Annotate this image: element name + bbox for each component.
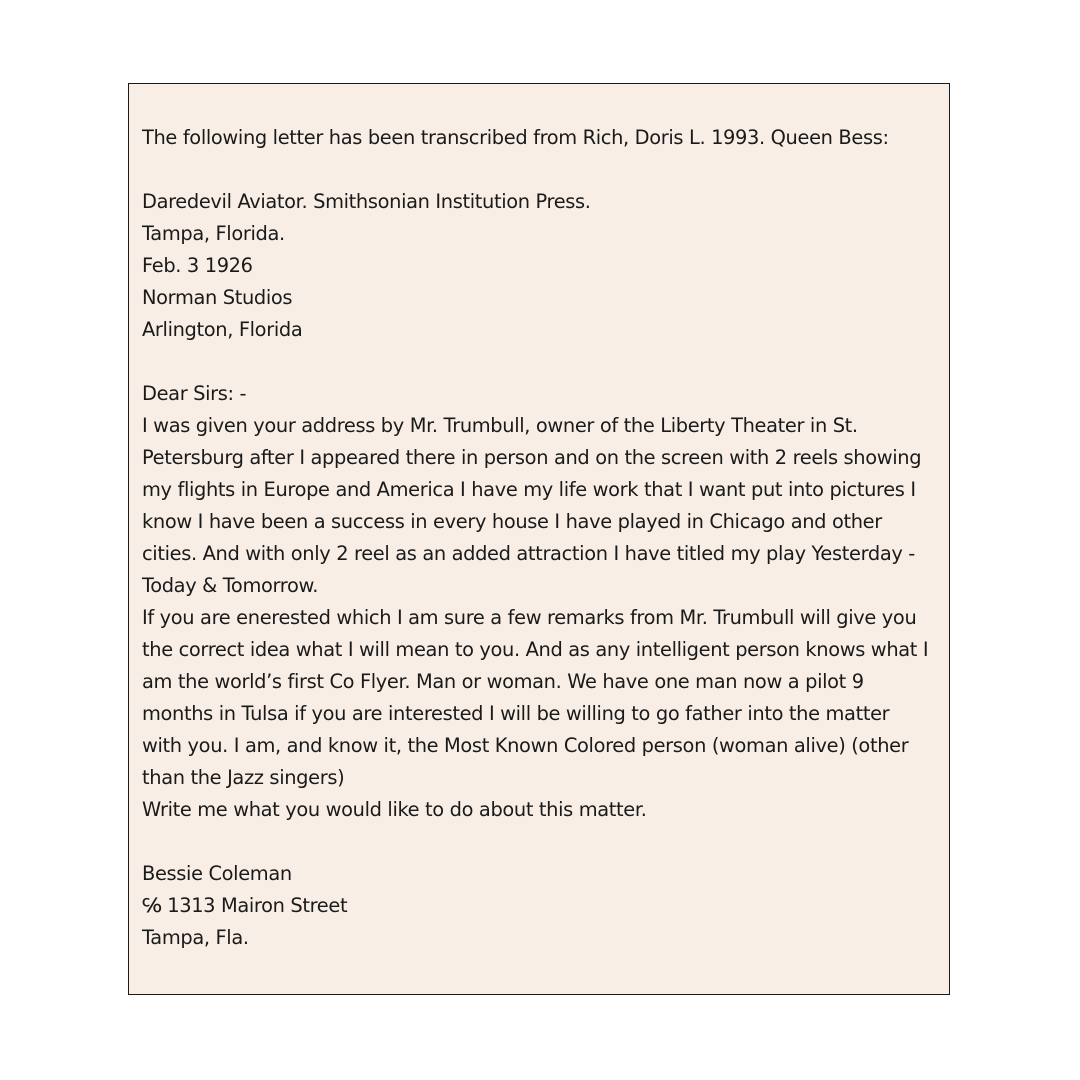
spacer — [142, 826, 939, 858]
spacer — [142, 154, 939, 186]
body-line: am the world’s first Co Flyer. Man or woman. We have one man now a pilot 9 — [142, 670, 864, 693]
body-line: than the Jazz singers) — [142, 766, 345, 789]
letter-date: Feb. 3 1926 — [142, 254, 253, 277]
body-line: If you are enerested which I am sure a few remarks from Mr. Trumbull will give you — [142, 606, 917, 629]
signature-name: Bessie Coleman — [142, 862, 292, 885]
recipient-name: Norman Studios — [142, 286, 293, 309]
body-line: the correct idea what I will mean to you. And as any intelligent person knows what I — [142, 638, 929, 661]
recipient-place: Arlington, Florida — [142, 318, 303, 341]
body-line: my flights in Europe and America I have my life work that I want put into pictures I — [142, 478, 916, 501]
source-note-continued: Daredevil Aviator. Smithsonian Institution Press. — [142, 190, 591, 213]
body-line: months in Tulsa if you are interested I will be willing to go father into the matter — [142, 702, 890, 725]
signature-address: ℅ 1313 Mairon Street — [142, 894, 348, 917]
body-line: know I have been a success in every house I have played in Chicago and other — [142, 510, 882, 533]
signature-block — [142, 858, 939, 954]
spacer — [142, 346, 939, 378]
body-paragraph-1 — [142, 410, 939, 602]
signature-city: Tampa, Fla. — [142, 926, 249, 949]
body-line: with you. I am, and know it, the Most Known Colored person (woman alive) (other — [142, 734, 909, 757]
sender-place: Tampa, Florida. — [142, 222, 285, 245]
body-line: cities. And with only 2 reel as an added attraction I have titled my play Yesterday - — [142, 542, 915, 565]
source-note: The following letter has been transcribed from Rich, Doris L. 1993. Queen Bess: — [142, 126, 889, 149]
body-paragraph-2 — [142, 602, 939, 794]
letter-card — [128, 83, 950, 995]
salutation: Dear Sirs: - — [142, 382, 247, 405]
body-line: I was given your address by Mr. Trumbull, owner of the Liberty Theater in St. — [142, 414, 858, 437]
body-paragraph-3: Write me what you would like to do about this matter. — [142, 798, 647, 821]
body-line: Petersburg after I appeared there in person and on the screen with 2 reels showing — [142, 446, 922, 469]
body-line: Today & Tomorrow. — [142, 574, 319, 597]
